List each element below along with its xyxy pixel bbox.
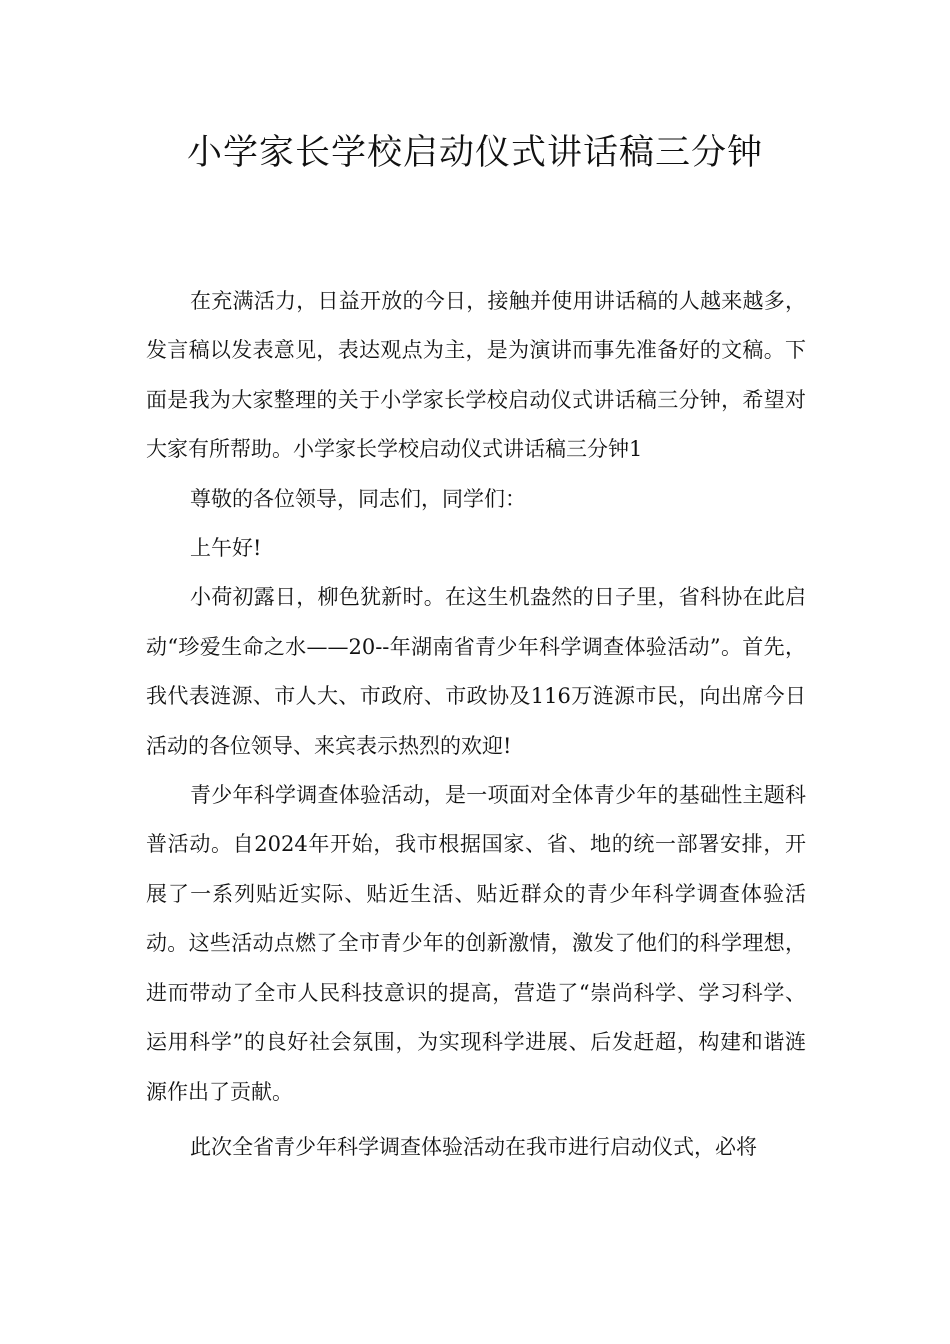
paragraph-intro: 在充满活力，日益开放的今日，接触并使用讲话稿的人越来越多，发言稿以发表意见，表达观点为主，是为演讲而事先准备好的文稿。下面是我为大家整理的关于小学家长学校启动仪式讲话稿三分钟，希望对大家有所帮助。小学家长学校启动仪式讲话稿三分钟1 [146, 289, 806, 462]
paragraph-closing-fragment: 此次全省青少年科学调查体验活动在我市进行启动仪式，必将 [190, 1134, 757, 1159]
paragraph-welcome: 小荷初露日，柳色犹新时。在这生机盎然的日子里，省科协在此启动“珍爱生命之水——20--年湖南省青少年科学调查体验活动”。首先，我代表涟源、市人大、市政府、市政协及116万涟源市民，向出席今日活动的各位领导、来宾表示热烈的欢迎! [146, 585, 806, 758]
paragraph-greeting: 上午好! [190, 536, 262, 561]
paragraph-salutation: 尊敬的各位领导，同志们，同学们： [190, 486, 526, 511]
document-title: 小学家长学校启动仪式讲话稿三分钟 [186, 133, 763, 173]
document-body [146, 277, 806, 1172]
paragraph-activity-overview: 青少年科学调查体验活动，是一项面对全体青少年的基础性主题科普活动。自2024年开始，我市根据国家、省、地的统一部署安排，开展了一系列贴近实际、贴近生活、贴近群众的青少年科学调查体验活动。这些活动点燃了全市青少年的创新激情，激发了他们的科学理想，进而带动了全市人民科技意识的提高，营造了“崇尚科学、学习科学、运用科学”的良好社会氛围，为实现科学进展、后发赶超，构建和谐涟源作出了贡献。 [146, 783, 806, 1104]
